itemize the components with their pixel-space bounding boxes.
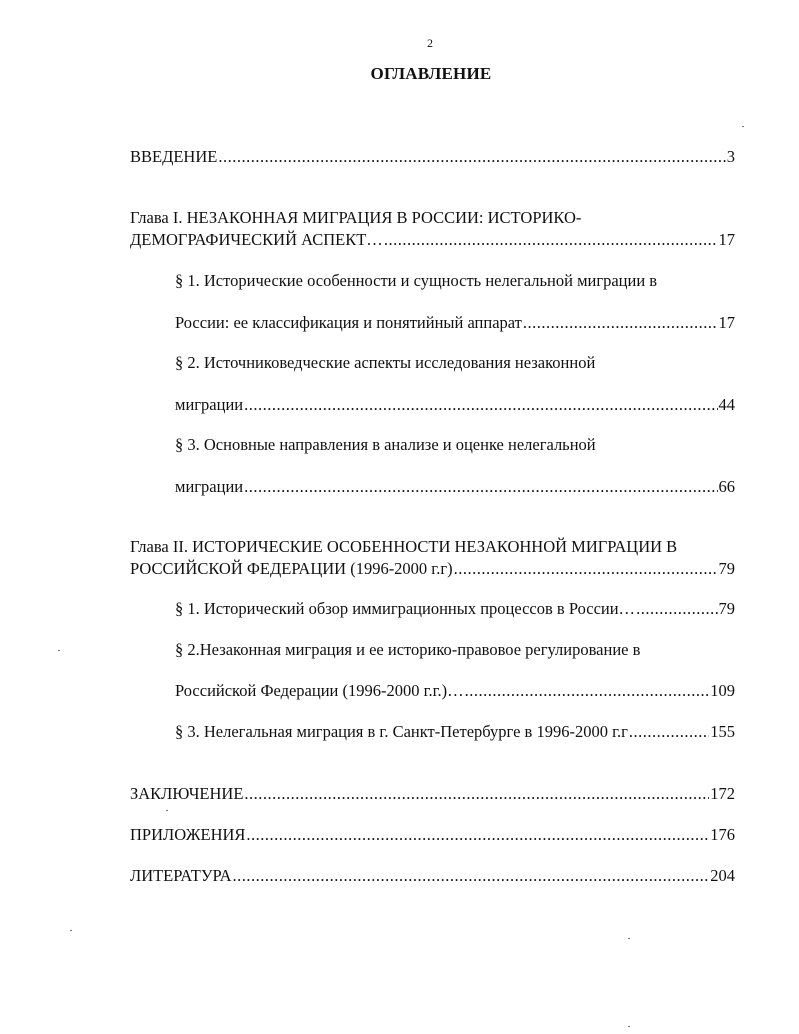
chapter-2-section-2-line2: Российской Федерации (1996-2000 г.г.)… [175,681,464,700]
toc-entry-page: 44 [718,395,735,414]
toc-entry-page: 176 [710,825,735,844]
toc-entry-page: 79 [718,559,735,578]
chapter-1-section-3-line2: миграции [175,477,244,496]
chapter-2-section-3-line1: § 3. Нелегальная миграция в г. Санкт-Петербурге в 1996-2000 г.г [175,722,628,741]
toc-entry-page: 3 [726,147,735,166]
dot-leader [233,866,710,886]
dot-leader [244,477,717,497]
toc-entry-page: 204 [710,866,735,885]
toc-entry-chapter-1 [130,230,735,250]
toc-entry-chapter-2-section-3 [175,722,735,742]
scan-speck [628,1026,630,1027]
toc-entry-introduction [130,147,735,167]
toc-entry-page: 17 [718,230,735,249]
dot-leader [384,230,718,250]
dot-leader [454,559,718,579]
toc-entry-label: ЛИТЕРАТУРА [130,866,232,885]
toc-entry-page: 79 [718,599,735,618]
toc-entry-label: ЗАКЛЮЧЕНИЕ [130,784,244,803]
chapter-2-title-line2: РОССИЙСКОЙ ФЕДЕРАЦИИ (1996-2000 г.г) [130,559,453,578]
toc-entry-label: ПРИЛОЖЕНИЯ [130,825,246,844]
chapter-1-section-2-line2: миграции [175,395,244,414]
toc-title: ОГЛАВЛЕНИЕ [370,64,492,83]
toc-entry-page: 109 [710,681,735,700]
toc-entry-page: 155 [710,722,735,741]
chapter-2-section-1-line1: § 1. Исторический обзор иммиграционных процессов в России… [175,599,636,618]
chapter-1-section-2-line1: § 2. Источниковедческие аспекты исследования незаконной [175,353,596,372]
toc-entry-chapter-2-section-2 [175,681,735,701]
dot-leader [636,599,717,619]
toc-entry-page: 17 [718,313,735,332]
scan-speck [166,810,168,811]
chapter-1-section-1-line2: России: ее классификация и понятийный аппарат [175,313,522,332]
chapter-2-section-2-line1: § 2.Незаконная миграция и ее историко-правовое регулирование в [175,640,641,659]
chapter-1-section-1-line1: § 1. Исторические особенности и сущность нелегальной миграции в [175,271,658,290]
toc-entry-page: 66 [718,477,735,496]
dot-leader [629,722,709,742]
chapter-1-section-3-line1: § 3. Основные направления в анализе и оценке нелегальной [175,435,596,454]
chapter-1-title-line1: Глава I. НЕЗАКОННАЯ МИГРАЦИЯ В РОССИИ: ИСТОРИКО- [130,208,582,227]
chapter-1-title-line2: ДЕМОГРАФИЧЕСКИЙ АСПЕКТ… [130,230,383,249]
scan-speck [70,930,72,931]
scan-speck [628,938,630,939]
dot-leader [523,313,718,333]
toc-entry-chapter-1-section-2 [175,395,735,415]
dot-leader [218,147,725,167]
toc-entry-literature [130,866,735,886]
toc-entry-conclusion [130,784,735,804]
toc-entry-appendices [130,825,735,845]
page-number: 2 [427,36,433,50]
toc-entry-chapter-2-section-1 [175,599,735,619]
chapter-2-title-line1: Глава II. ИСТОРИЧЕСКИЕ ОСОБЕННОСТИ НЕЗАКОННОЙ МИГРАЦИИ В [130,537,678,556]
dot-leader [246,825,709,845]
toc-entry-chapter-2 [130,559,735,579]
toc-entry-page: 172 [710,784,735,803]
toc-entry-label: ВВЕДЕНИЕ [130,147,218,166]
toc-entry-chapter-1-section-3 [175,477,735,497]
scan-speck [58,650,60,651]
toc-entry-chapter-1-section-1 [175,313,735,333]
dot-leader [465,681,710,701]
scan-speck [742,126,744,127]
dot-leader [244,784,709,804]
dot-leader [244,395,717,415]
